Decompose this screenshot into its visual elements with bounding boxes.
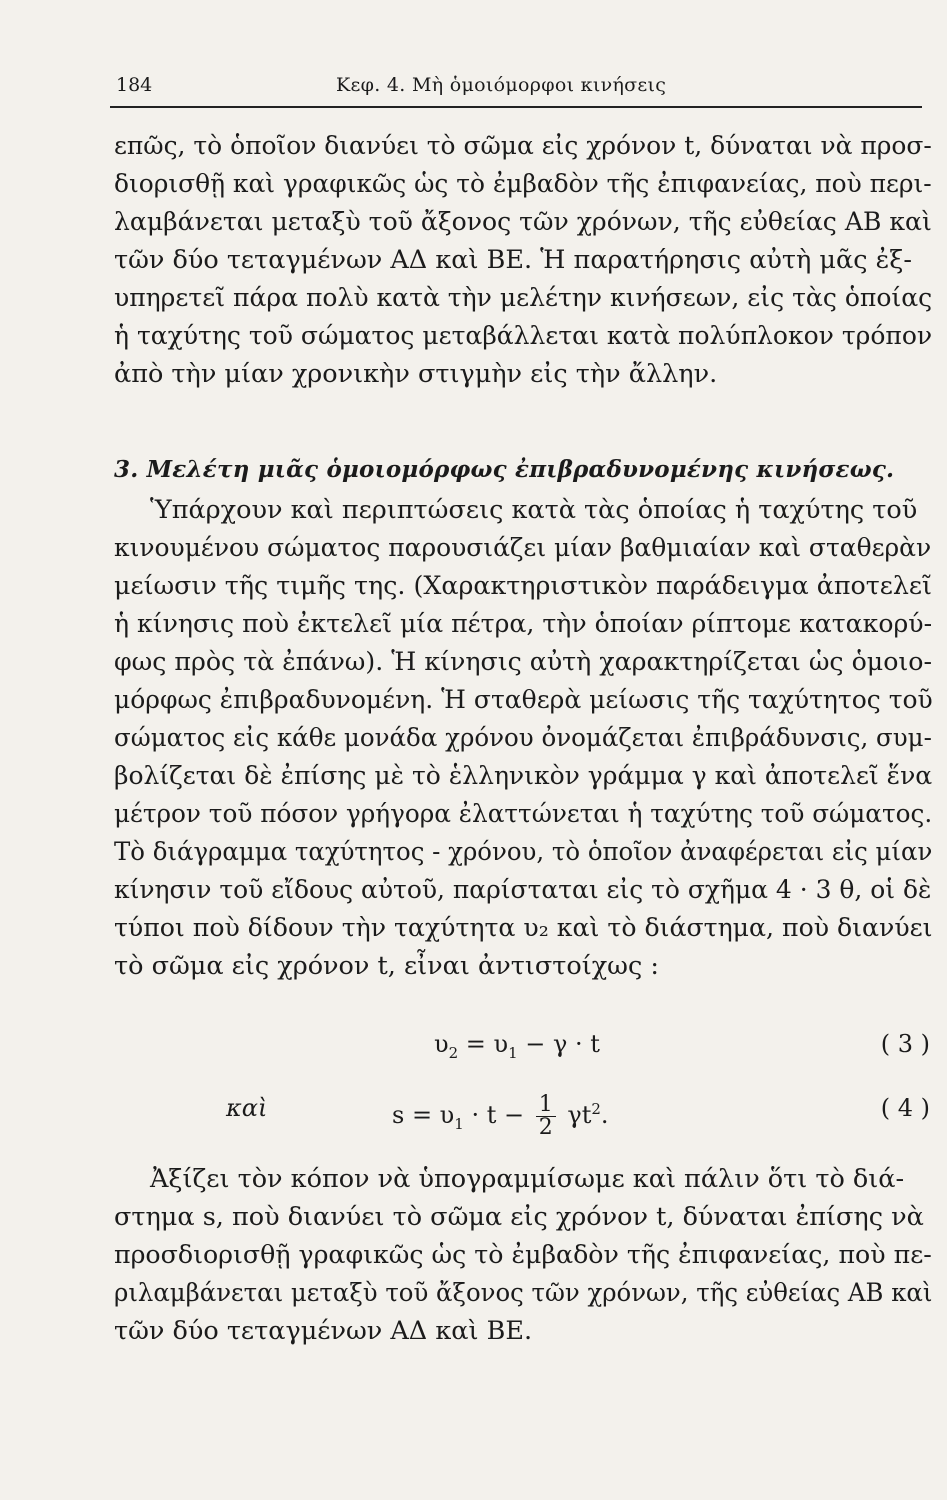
text-line: υπηρετεῖ πάρα πολὺ κατὰ τὴν μελέτην κινήσεων, εἰς τὰς ὁποίας xyxy=(114,283,933,313)
running-title: Κεφ. 4. Μὴ ὁμοιόμορφοι κινήσεις xyxy=(336,74,667,96)
equation-4 xyxy=(114,1080,932,1140)
text-line: μόρφως ἐπιβραδυνομένη. Ἡ σταθερὰ μείωσις τῆς ταχύτητος τοῦ xyxy=(114,685,933,715)
text-line: σώματος εἰς κάθε μονάδα χρόνου ὀνομάζεται ἐπιβράδυνσις, συμ- xyxy=(114,723,932,753)
text-line: ριλαμβάνεται μεταξὺ τοῦ ἄξονος τῶν χρόνων, τῆς εὐθείας ΑΒ καὶ xyxy=(114,1278,933,1308)
text-line: επῶς, τὸ ὁποῖον διανύει τὸ σῶμα εἰς χρόνον t, δύναται νὰ προσ- xyxy=(114,131,932,161)
text-line: τύποι ποὺ δίδουν τὴν ταχύτητα υ₂ καὶ τὸ διάστημα, ποὺ διανύει xyxy=(114,913,933,943)
text-line: ἀπὸ τὴν μίαν χρονικὴν στιγμὴν εἰς τὴν ἄλλην. xyxy=(114,359,718,389)
equation-3-expression: $\upsilon_2 = \upsilon_1 - \gamma \cdot t$ xyxy=(434,1030,600,1062)
page-header xyxy=(110,74,922,102)
header-rule xyxy=(110,106,922,108)
text-line: διορισθῇ καὶ γραφικῶς ὡς τὸ ἐμβαδὸν τῆς ἐπιφανείας, ποὺ περι- xyxy=(114,169,932,199)
section-heading: 3. Μελέτη μιᾶς ὁμοιομόρφως ἐπιβραδυνομένης κινήσεως. xyxy=(114,456,895,483)
page-number: 184 xyxy=(116,74,153,96)
equation-4-number: ( 4 ) xyxy=(880,1094,930,1122)
text-line: μείωσιν τῆς τιμῆς της. (Χαρακτηριστικὸν παράδειγμα ἀποτελεῖ xyxy=(114,571,932,601)
text-line: μέτρον τοῦ πόσον γρήγορα ἐλαττώνεται ἡ ταχύτης τοῦ σώματος. xyxy=(114,799,933,829)
paragraph-3 xyxy=(114,1160,932,1350)
text-line: τῶν δύο τεταγμένων ΑΔ καὶ ΒΕ. Ἡ παρατήρησις αὐτὴ μᾶς ἐξ- xyxy=(114,245,912,275)
text-line: τὸ σῶμα εἰς χρόνον t, εἶναι ἀντιστοίχως : xyxy=(114,951,659,981)
text-line: Ὑπάρχουν καὶ περιπτώσεις κατὰ τὰς ὁποίας ἡ ταχύτης τοῦ xyxy=(150,495,918,525)
text-line: Ἀξίζει τὸν κόπον νὰ ὑπογραμμίσωμε καὶ πάλιν ὅτι τὸ διά- xyxy=(150,1164,905,1194)
text-line: Τὸ διάγραμμα ταχύτητος - χρόνου, τὸ ὁποῖον ἀναφέρεται εἰς μίαν xyxy=(114,837,933,867)
paragraph-2 xyxy=(114,491,932,985)
fraction-one-half: $\frac{1}{2}$ xyxy=(536,1094,556,1139)
paragraph-1 xyxy=(114,127,932,393)
text-line: κίνησιν τοῦ εἴδους αὐτοῦ, παρίσταται εἰς τὸ σχῆμα 4 · 3 θ, οἱ δὲ xyxy=(114,875,932,905)
equation-4-prefix: καὶ xyxy=(226,1094,268,1122)
text-line: ἡ κίνησις ποὺ ἐκτελεῖ μία πέτρα, τὴν ὁποίαν ρίπτομε κατακορύ- xyxy=(114,609,933,639)
equation-3-number: ( 3 ) xyxy=(880,1030,930,1058)
text-line: στημα s, ποὺ διανύει τὸ σῶμα εἰς χρόνον t, δύναται ἐπίσης νὰ xyxy=(114,1202,924,1232)
text-line: ἡ ταχύτης τοῦ σώματος μεταβάλλεται κατὰ πολύπλοκον τρόπον xyxy=(114,321,933,351)
equation-4-expression: $s = \upsilon_1 \cdot t$ − $\frac{1}{2}$ $\gamma t^2$. xyxy=(392,1092,609,1140)
equation-3 xyxy=(114,1030,932,1074)
text-line: κινουμένου σώματος παρουσιάζει μίαν βαθμιαίαν καὶ σταθερὰν xyxy=(114,533,932,563)
text-line: τῶν δύο τεταγμένων ΑΔ καὶ ΒΕ. xyxy=(114,1316,533,1346)
text-line: φως πρὸς τὰ ἐπάνω). Ἡ κίνησις αὐτὴ χαρακτηρίζεται ὡς ὁμοιο- xyxy=(114,647,933,677)
text-line: λαμβάνεται μεταξὺ τοῦ ἄξονος τῶν χρόνων, τῆς εὐθείας ΑΒ καὶ xyxy=(114,207,932,237)
text-line: βολίζεται δὲ ἐπίσης μὲ τὸ ἑλληνικὸν γράμμα γ καὶ ἀποτελεῖ ἕνα xyxy=(114,761,933,791)
text-line: προσδιορισθῇ γραφικῶς ὡς τὸ ἐμβαδὸν τῆς ἐπιφανείας, ποὺ πε- xyxy=(114,1240,932,1270)
